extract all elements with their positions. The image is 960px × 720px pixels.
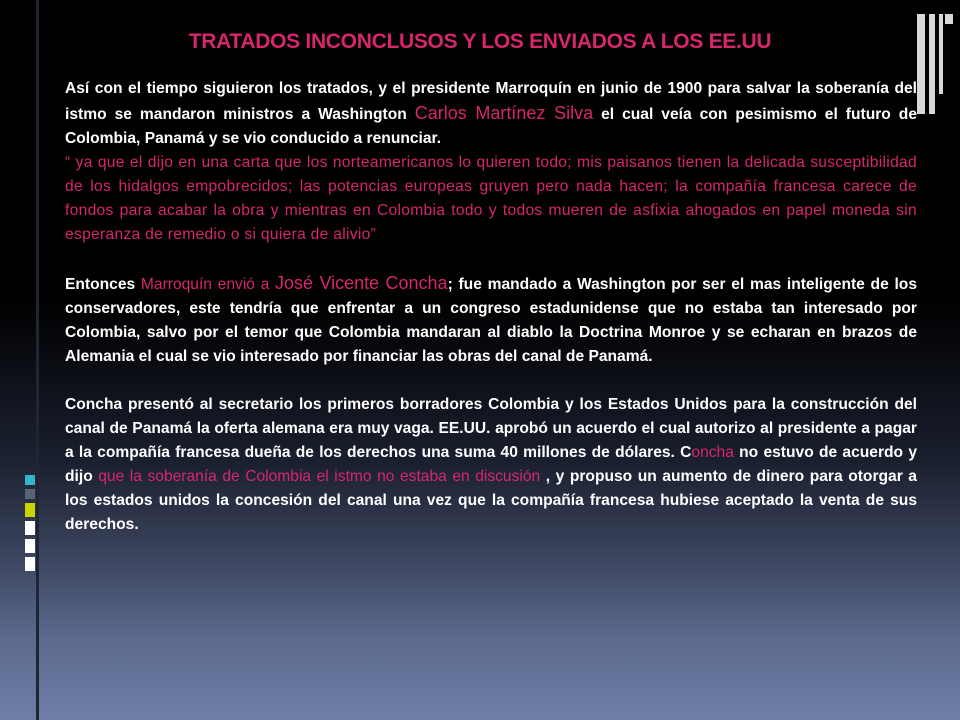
slide-title: TRATADOS INCONCLUSOS Y LOS ENVIADOS A LOS EE.UU (188, 30, 772, 53)
paragraph-2-text-b: ; fue mandado a Washington por ser el mas inteligente de los conservadores, este tendría que enfrentar a un congreso estadunidense que no estaba tan interesado por Colombia, salvo por el temor que Colombia mandaran al diablo la Doctrina Monroe y se echaran en brazos de Alemania el cual se vio interesado por financiar las obras del canal de Panamá. (65, 276, 917, 365)
name-carlos-martinez-silva: Carlos Martínez Silva (414, 103, 594, 123)
concha-highlight: oncha (691, 444, 734, 461)
spacer (65, 247, 917, 271)
marroquin-highlight: Marroquín envió a (140, 276, 276, 293)
paragraph-1-text-a: Así con el tiempo siguieron los tratados, y el presidente Marroquín en junio de 1900 para salvar la soberanía del istmo se mandaron ministros a Washington (65, 80, 917, 123)
left-sidebar-band (0, 0, 38, 720)
paragraph-1-text-b: el cual veía con pesimismo el futuro de Colombia, Panamá y se vio conducido a renunciar. (65, 106, 918, 147)
side-decoration-left (25, 475, 39, 585)
sovereignty-quote-highlight: que la soberanía de Colombia el istmo no estaba en discusión (98, 468, 541, 485)
paragraph-2 (65, 271, 917, 369)
corner-decoration-top-right (917, 14, 957, 114)
paragraph-3-text-b: no estuvo de acuerdo y dijo (65, 444, 917, 485)
paragraph-2-text-a: Entonces (65, 276, 141, 293)
paragraph-3 (65, 393, 917, 537)
left-divider-line (36, 0, 39, 720)
spacer (65, 369, 917, 393)
paragraph-1 (65, 77, 917, 151)
paragraph-3-text-a: Concha presentó al secretario los primeros borradores Colombia y los Estados Unidos para la construcción del canal de Panamá la oferta alemana era muy vaga. EE.UU. aprobó un acuerdo el cual autorizo al presidente a pagar a la compañía francesa dueña de los derechos una suma 40 millones de dólares. C (65, 396, 917, 461)
slide-body (65, 77, 917, 537)
quote-paragraph: “ ya que el dijo en una carta que los norteamericanos lo quieren todo; mis paisanos tienen la delicada susceptibilidad de los hidalgos empobrecidos; las potencias europeas gruyen pero nada hacen; la compañía francesa carece de fondos para acabar la obra y mientras en Colombia todo y todos mueren de asfixia ahogados en papel moneda sin esperanza de remedio o si quiera de alivio” (65, 154, 917, 243)
name-jose-vicente-concha: José Vicente Concha (275, 273, 448, 293)
paragraph-3-text-c: , y propuso un aumento de dinero para otorgar a los estados unidos la concesión del canal una vez que la compañía francesa hubiese aceptado la venta de sus derechos. (65, 468, 917, 533)
